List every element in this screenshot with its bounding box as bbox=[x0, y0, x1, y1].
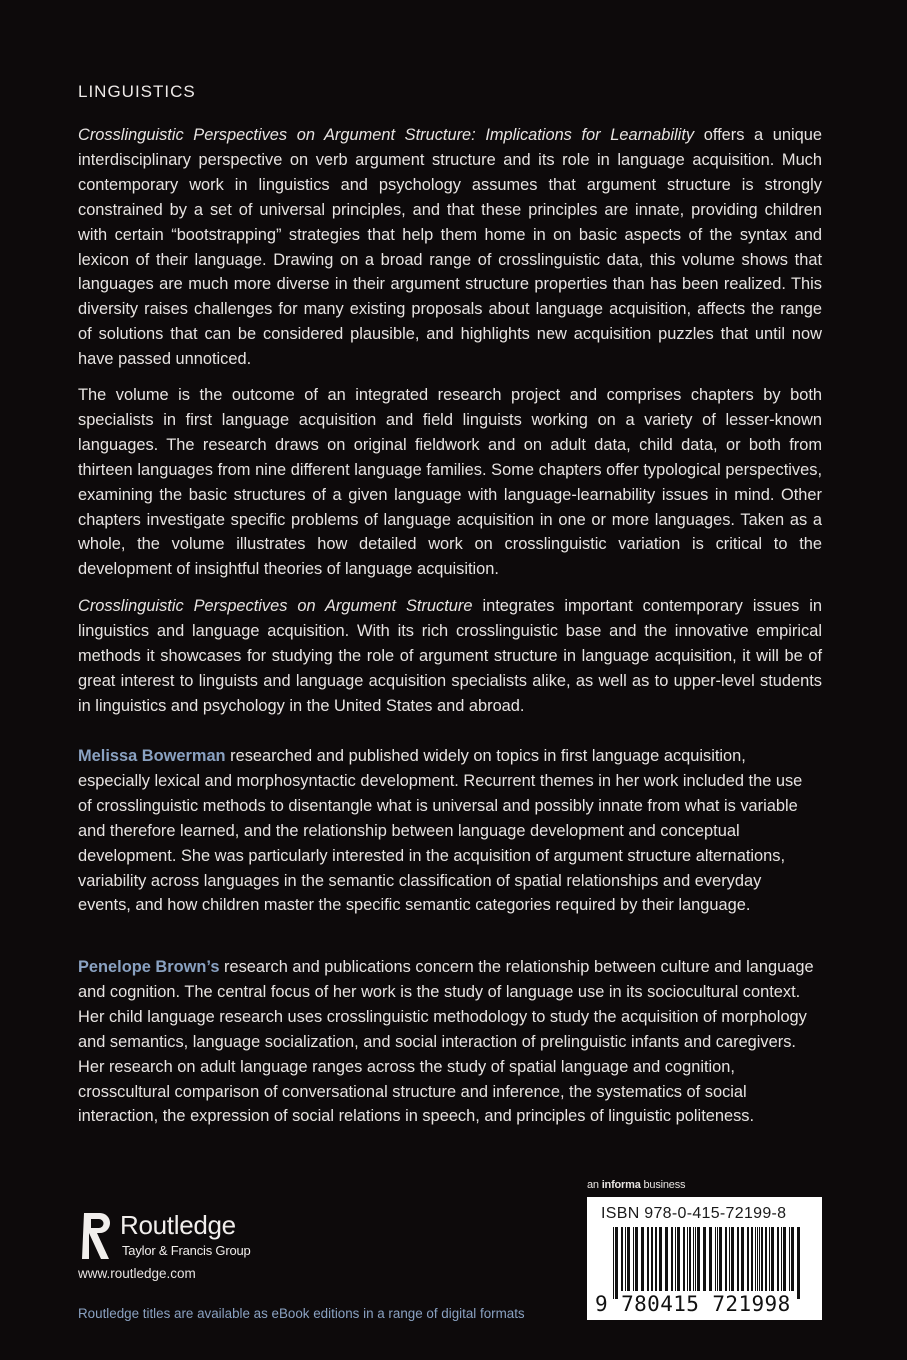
author-name: Melissa Bowerman bbox=[78, 747, 226, 765]
barcode-bar bbox=[613, 1227, 614, 1299]
barcode-bar bbox=[651, 1227, 653, 1291]
barcode-bar bbox=[741, 1227, 744, 1291]
barcode-bar bbox=[765, 1227, 767, 1291]
barcode-bar bbox=[675, 1227, 676, 1291]
barcode-bar bbox=[747, 1227, 749, 1291]
barcode-bar bbox=[621, 1227, 623, 1291]
routledge-r-icon bbox=[78, 1210, 114, 1262]
description-text: integrates important contemporary issues in linguistics and language acquisition. With its rich crosslinguistic base and the innovative empirical methods it showcases for studying the role of argument structure in language acquisition, it will be of great interest to linguists and language acquisition specialists alike, as well as to upper-level students in linguistics and psychology in the United States and abroad. bbox=[78, 597, 823, 715]
barcode-bar bbox=[665, 1227, 668, 1291]
barcode-bar bbox=[647, 1227, 649, 1291]
description-paragraph-1 bbox=[78, 123, 822, 372]
barcode-bar bbox=[797, 1227, 800, 1299]
author-bio-text: research and publications concern the relationship between culture and language and cognition. The central focus of her work is the study of language use in its sociocultural context. Her child language research uses crosslinguistic methodology to study the acquisition of morphology and semantics, language socialization, and social interaction of prelinguistic infants and caregivers. Her research on adult language ranges across the study of spatial language and cognition, crosscultural comparison of conversational structure and inference, the systematics of social interaction, the expression of social relations in speech, and principles of linguistic politeness. bbox=[78, 958, 814, 1126]
barcode-bar bbox=[627, 1227, 630, 1291]
barcode-bar bbox=[725, 1227, 727, 1291]
barcode-bar bbox=[755, 1227, 756, 1291]
author-bio-text: researched and published widely on topics in first language acquisition, especially lexical and morphosyntactic development. Recurrent themes in her work included the use of crosslinguistic methods to disentangle what is universal and possibly innate from what is variable and therefore learned, and the relationship between language development and conceptual development. She was particularly interested in the acquisition of argument structure alternations, variability across languages in the semantic classification of spatial relationships and everyday events, and how children master the specific semantic categories required by their language. bbox=[78, 747, 803, 915]
publisher-group: Taylor & Francis Group bbox=[122, 1243, 251, 1258]
book-title-italic: Crosslinguistic Perspectives on Argument Structure: Implications for Learnability bbox=[78, 126, 695, 144]
barcode-bar bbox=[635, 1227, 638, 1291]
barcode-bar bbox=[737, 1227, 739, 1291]
isbn-barcode bbox=[587, 1197, 822, 1320]
informa-wordmark: informa bbox=[601, 1179, 641, 1191]
publisher-name: Routledge bbox=[120, 1210, 236, 1240]
barcode-bar bbox=[633, 1227, 634, 1291]
informa-tagline: an informa business bbox=[587, 1179, 686, 1191]
author-bio-bowerman bbox=[78, 744, 818, 918]
barcode-bar bbox=[717, 1227, 718, 1291]
barcode-bar bbox=[655, 1227, 657, 1291]
barcode-bar bbox=[693, 1227, 694, 1291]
barcode-bar bbox=[709, 1227, 712, 1291]
barcode-bar bbox=[641, 1227, 644, 1291]
barcode-bar bbox=[769, 1227, 770, 1291]
barcode-bar bbox=[703, 1227, 706, 1291]
publisher-url[interactable]: www.routledge.com bbox=[78, 1266, 196, 1281]
description-text: offers a unique interdisciplinary perspective on verb argument structure and its role in language acquisition. Much contemporary work in linguistics and psychology assumes that argument structure is strongly constrained by a set of universal principles, and that these principles are innate, providing children with certain “bootstrapping” strategies that help them home in on basic aspects of the syntax and lexicon of their language. Drawing on a broad range of crosslinguistic data, this volume shows that languages are much more diverse in their argument structure properties than has been realized. This diversity raises challenges for many existing proposals about language acquisition, affects the range of solutions that can be considered plausible, and highlights new acquisition puzzles that until now have passed unnoticed. bbox=[78, 126, 822, 369]
barcode-bar bbox=[719, 1227, 722, 1291]
barcode-bar bbox=[671, 1227, 673, 1291]
barcode-bar bbox=[729, 1227, 730, 1291]
barcode-bar bbox=[625, 1227, 626, 1291]
author-name: Penelope Brown’s bbox=[78, 958, 220, 976]
barcode-bar bbox=[791, 1227, 794, 1291]
barcode-bar bbox=[615, 1227, 618, 1299]
book-title-italic: Crosslinguistic Perspectives on Argument Structure bbox=[78, 597, 473, 615]
barcode-bar bbox=[777, 1227, 779, 1291]
barcode-bar bbox=[789, 1227, 790, 1291]
isbn-label: ISBN 978-0-415-72199-8 bbox=[601, 1205, 787, 1222]
barcode-bar bbox=[697, 1227, 700, 1291]
barcode-bar bbox=[695, 1227, 696, 1291]
barcode-bar bbox=[783, 1227, 786, 1291]
barcode-bar bbox=[659, 1227, 662, 1291]
barcode-bar bbox=[751, 1227, 753, 1291]
barcode-bar bbox=[715, 1227, 716, 1291]
routledge-logo bbox=[78, 1210, 278, 1262]
barcode-bar bbox=[771, 1227, 774, 1291]
barcode-digits: 9 780415 721998 bbox=[595, 1292, 791, 1316]
barcode-bar bbox=[687, 1227, 688, 1291]
barcode-bar bbox=[761, 1227, 763, 1291]
barcode-bar bbox=[757, 1227, 758, 1291]
author-bio-brown bbox=[78, 955, 818, 1129]
description-paragraph-3 bbox=[78, 594, 822, 719]
barcode-bar bbox=[689, 1227, 691, 1291]
barcode-bar bbox=[677, 1227, 680, 1291]
barcode-bar bbox=[731, 1227, 734, 1291]
barcode-bar bbox=[683, 1227, 685, 1291]
barcode-bar bbox=[759, 1227, 760, 1291]
category-label: LINGUISTICS bbox=[78, 82, 196, 101]
description-paragraph-2: The volume is the outcome of an integrated research project and comprises chapters by both specialists in first language acquisition and field linguists working on a variety of lesser-known languages. The research draws on original fieldwork and on adult data, child data, or both from thirteen languages from nine different language families. Some chapters offer typological perspectives, examining the basic structures of a given language with language-learnability issues in mind. Other chapters investigate specific problems of language acquisition in one or more languages. Taken as a whole, the volume illustrates how detailed work on crosslinguistic variation is critical to the development of insightful theories of language acquisition. bbox=[78, 386, 822, 579]
ebook-note: Routledge titles are available as eBook editions in a range of digital formats bbox=[78, 1306, 525, 1321]
barcode-bar bbox=[781, 1227, 782, 1291]
